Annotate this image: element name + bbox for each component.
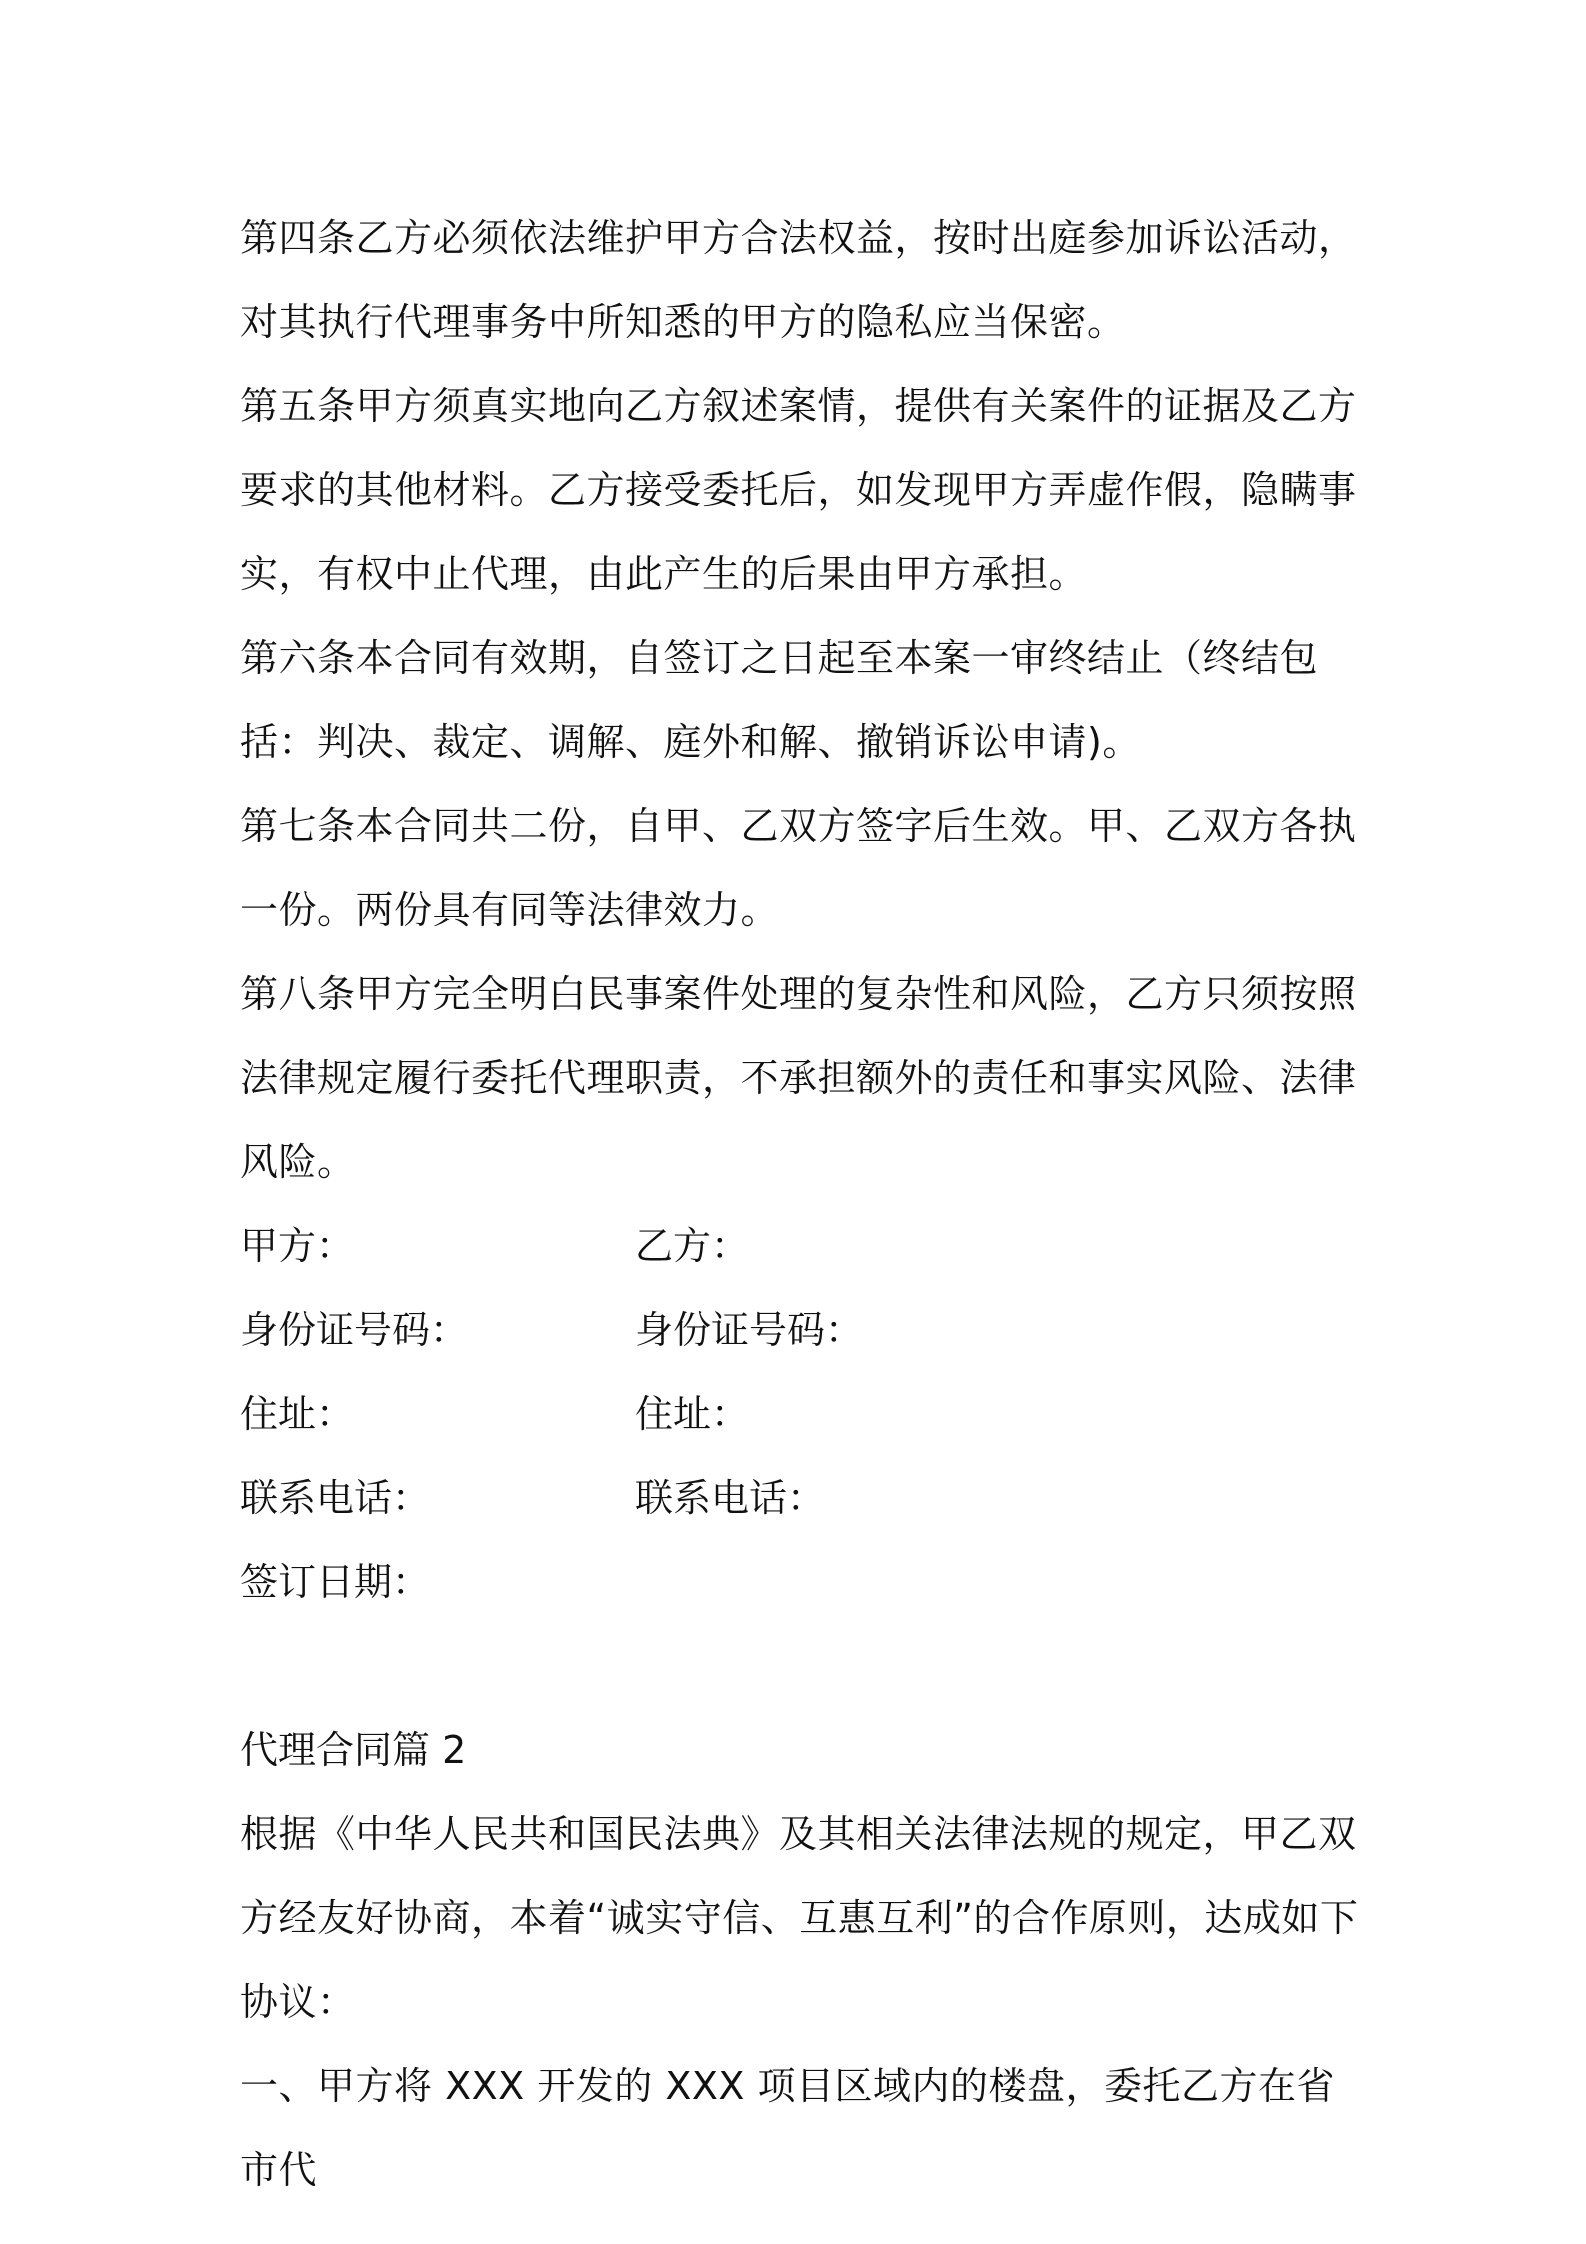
section-spacer [240, 1624, 1360, 1708]
article-6-paragraph: 第六条本合同有效期，自签订之日起至本案一审终结止（终结包括：判决、裁定、调解、庭外和解、撤销诉讼申请)。 [240, 636, 1319, 764]
signature-row-address [240, 1372, 1360, 1456]
party-a-id-label: 身份证号码： [240, 1308, 469, 1352]
signing-date-label: 签订日期： [240, 1560, 431, 1604]
signature-row-phone [240, 1456, 1360, 1540]
section-2-title: 代理合同篇 2 [240, 1728, 467, 1772]
document-body [240, 196, 1360, 2212]
section-2-clause-1-paragraph: 一、甲方将 XXX 开发的 XXX 项目区域内的楼盘，委托乙方在省市代 [240, 2064, 1336, 2192]
party-a-label: 甲方： [240, 1224, 355, 1268]
party-b-label: 乙方： [635, 1224, 750, 1268]
signature-row-parties [240, 1204, 1360, 1288]
article-7-paragraph: 第七条本合同共二份，自甲、乙双方签字后生效。甲、乙双方各执一份。两份具有同等法律效力。 [240, 804, 1357, 932]
signature-row-date [240, 1540, 1360, 1624]
signature-row-id [240, 1288, 1360, 1372]
article-4-paragraph: 第四条乙方必须依法维护甲方合法权益，按时出庭参加诉讼活动，对其执行代理事务中所知悉的甲方的隐私应当保密。 [240, 216, 1357, 344]
party-a-phone-label: 联系电话： [240, 1476, 431, 1520]
party-b-address-label: 住址： [635, 1392, 750, 1436]
section-2-intro-paragraph: 根据《中华人民共和国民法典》及其相关法律法规的规定，甲乙双方经友好协商，本着“诚实守信、互惠互利”的合作原则，达成如下协议： [240, 1812, 1359, 2024]
article-5-paragraph: 第五条甲方须真实地向乙方叙述案情，提供有关案件的证据及乙方要求的其他材料。乙方接受委托后，如发现甲方弄虚作假，隐瞒事实，有权中止代理，由此产生的后果由甲方承担。 [240, 384, 1357, 596]
party-b-id-label: 身份证号码： [635, 1308, 864, 1352]
article-8-paragraph: 第八条甲方完全明白民事案件处理的复杂性和风险，乙方只须按照法律规定履行委托代理职责，不承担额外的责任和事实风险、法律风险。 [240, 972, 1357, 1184]
party-a-address-label: 住址： [240, 1392, 355, 1436]
party-b-phone-label: 联系电话： [635, 1476, 826, 1520]
